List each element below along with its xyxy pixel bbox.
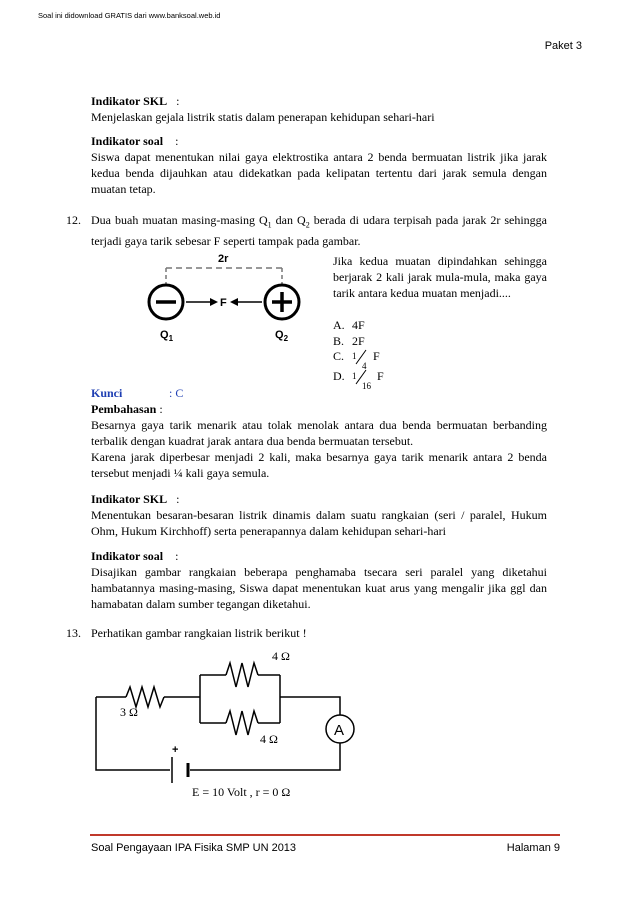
option-c-value: F bbox=[373, 349, 380, 363]
option-d-value: F bbox=[377, 369, 384, 383]
wire-to-ammeter bbox=[280, 697, 340, 715]
q12-sub1: 1 bbox=[267, 220, 272, 230]
indikator-skl-text: Menentukan besaran-besaran listrik dinamis dalam suatu rangkaian (seri / paralel, Hukum Ohm, Hukum Kirchhoff) serta penerapannya dalam kehidupan sehari-hari bbox=[91, 508, 547, 538]
pembahasan-label: Pembahasan bbox=[91, 402, 157, 416]
option-b-value: 2F bbox=[352, 334, 365, 348]
r-bottom-label: 4 Ω bbox=[260, 732, 278, 746]
fraction-slash-icon bbox=[352, 348, 370, 366]
indikator-soal-2 bbox=[91, 548, 547, 612]
option-c-letter: C. bbox=[333, 349, 345, 363]
source-note: Soal ini didownload GRATIS dari www.banksoal.web.id bbox=[38, 11, 221, 20]
question-12-text bbox=[91, 212, 547, 249]
wire-bottom-right bbox=[190, 743, 340, 770]
indikator-skl-1 bbox=[91, 93, 547, 125]
indikator-soal-label: Indikator soal bbox=[91, 134, 164, 148]
charge1-label: $Q_1$ bbox=[160, 329, 174, 343]
resistor-bottom-4-ohm-icon bbox=[226, 711, 258, 735]
indikator-skl-label: Indikator SKL bbox=[91, 492, 168, 506]
option-b-letter: B. bbox=[333, 334, 345, 348]
r-series-label: 3 Ω bbox=[120, 705, 138, 719]
q12-text-a: Dua buah muatan masing-masing Q bbox=[91, 213, 268, 227]
distance-label: 2r bbox=[218, 253, 229, 265]
question-13-text: Perhatikan gambar rangkaian listrik berikut ! bbox=[91, 626, 307, 640]
force-arrow-left-head-icon bbox=[210, 298, 218, 306]
indikator-soal-text: Siswa dapat menentukan nilai gaya elektrostika antara 2 benda bermuatan listrik jika jarak kedua benda dijauhkan atau didekatkan pada kelipatan tertentu dari jarak semula dengan muatan tetap. bbox=[91, 150, 547, 196]
footer-page-number: Halaman 9 bbox=[506, 842, 560, 854]
option-a-value: 4F bbox=[352, 318, 365, 332]
fraction-1-16 bbox=[352, 368, 374, 392]
footer-title: Soal Pengayaan IPA Fisika SMP UN 2013 bbox=[91, 842, 297, 854]
q12-text-c: berada di udara terpisah pada jarak 2r sehingga terjadi gaya tarik sebesar F seperti tampak pada gambar. bbox=[91, 213, 547, 249]
indikator-soal-label: Indikator soal bbox=[91, 549, 164, 563]
emf-label: E = 10 Volt , r = 0 Ω bbox=[192, 785, 291, 799]
force-label-left: F bbox=[220, 297, 227, 309]
fraction-c-num: 1 bbox=[352, 351, 357, 362]
pembahasan-colon: : bbox=[159, 402, 163, 416]
option-c[interactable] bbox=[333, 346, 547, 372]
kunci-value: : C bbox=[169, 386, 184, 400]
question-13-number: 13. bbox=[66, 626, 81, 640]
charges-figure bbox=[140, 248, 310, 348]
option-a-letter: A. bbox=[333, 318, 345, 332]
fraction-d-num: 1 bbox=[352, 371, 357, 382]
q12-sub2: 2 bbox=[305, 220, 310, 230]
option-a[interactable] bbox=[333, 317, 547, 333]
fraction-d-den: 16 bbox=[362, 381, 371, 392]
indikator-soal-text: Disajikan gambar rangkaian beberapa penghamaba tsecara seri paralel yang diketahui hambatannya masing-masing, Siswa dapat menentukan kuat arus yang mengalir jika ggl dan hamabatan dalam sumber tegangan diketahui. bbox=[91, 565, 547, 611]
kunci-label: Kunci bbox=[91, 386, 123, 400]
fraction-1-4 bbox=[352, 348, 370, 372]
paket-label: Paket 3 bbox=[544, 40, 582, 52]
fraction-c-den: 4 bbox=[362, 361, 367, 372]
battery-plus-label: + bbox=[172, 744, 179, 756]
indikator-soal-colon: : bbox=[175, 549, 179, 563]
indikator-skl-colon: : bbox=[176, 94, 180, 108]
indikator-skl-colon: : bbox=[176, 492, 180, 506]
indikator-soal-1 bbox=[91, 133, 547, 197]
r-top-label: 4 Ω bbox=[272, 649, 290, 663]
indikator-skl-label: Indikator SKL bbox=[91, 94, 168, 108]
force-arrow-right-head-icon bbox=[230, 298, 238, 306]
charge2-label: $Q_2$ bbox=[275, 329, 289, 343]
pembahasan bbox=[91, 401, 547, 481]
footer-divider bbox=[90, 834, 560, 836]
kunci-row bbox=[91, 385, 547, 401]
indikator-soal-colon: : bbox=[175, 134, 179, 148]
question-12-side-text: Jika kedua muatan dipindahkan sehingga berjarak 2 kali jarak mula-mula, maka gaya tarik antara kedua muatan menjadi.... bbox=[333, 254, 547, 300]
pembahasan-p2: Karena jarak diperbesar menjadi 2 kali, maka besarnya gaya tarik menarik antara 2 benda tersebut menjadi ¼ kali gaya semula. bbox=[91, 450, 547, 480]
option-d-letter: D. bbox=[333, 369, 345, 383]
option-d[interactable] bbox=[333, 366, 547, 392]
question-12-number: 12. bbox=[66, 213, 81, 227]
q12-text-b: dan Q bbox=[271, 213, 306, 227]
indikator-skl-2 bbox=[91, 491, 547, 539]
ammeter-label: A bbox=[334, 722, 345, 739]
resistor-top-4-ohm-icon bbox=[226, 663, 258, 687]
resistor-3-ohm-icon bbox=[126, 687, 164, 707]
pembahasan-p1: Besarnya gaya tarik menarik atau tolak menolak antara dua benda bermuatan berbanding terbalik dengan kuadrat jarak antara dua benda bermuatan tersebut. bbox=[91, 418, 547, 448]
circuit-diagram bbox=[80, 645, 380, 805]
indikator-skl-text: Menjelaskan gejala listrik statis dalam penerapan kehidupan sehari-hari bbox=[91, 110, 435, 124]
